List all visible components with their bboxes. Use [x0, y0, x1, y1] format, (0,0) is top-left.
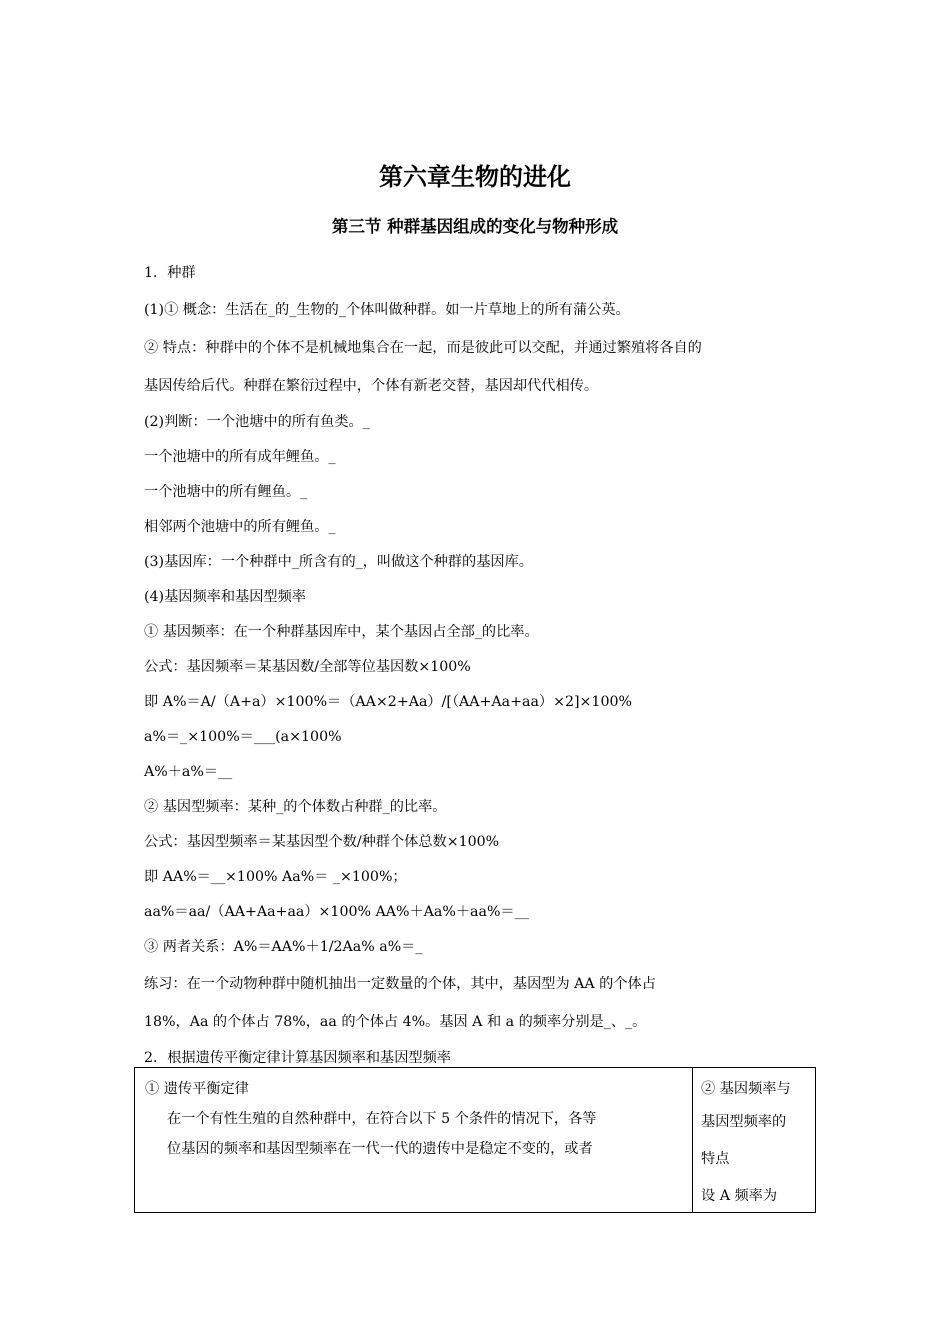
formula-line: a%＝_×100%＝___(a×100% [144, 729, 342, 745]
paragraph-line: 基因传给后代。种群在繁衍过程中，个体有新老交替，基因却代代相传。 [144, 378, 599, 394]
formula-line: 即 AA%＝__×100% Aa%＝ _×100%； [144, 869, 407, 885]
paragraph-line: (3)基因库：一个种群中_所含有的_，叫做这个种群的基因库。 [144, 554, 533, 570]
paragraph-line: 相邻两个池塘中的所有鲤鱼。_ [144, 519, 336, 535]
table-cell-line: 位基因的频率和基因型频率在一代一代的遗传中是稳定不变的，或者 [167, 1141, 593, 1157]
chapter-title: 第六章生物的进化 [379, 163, 571, 191]
table-cell-line: 基因型频率的 [701, 1114, 787, 1130]
formula-line: 公式：基因频率＝某基因数/全部等位基因数×100% [144, 659, 471, 675]
formula-line: ③ 两者关系：A%＝AA%＋1/2Aa% a%＝_ [144, 939, 423, 955]
formula-line: 公式：基因型频率＝某基因型个数/种群个体总数×100% [144, 834, 500, 850]
paragraph-line: ① 基因频率：在一个种群基因库中，某个基因占全部_的比率。 [144, 624, 539, 640]
table-cell-left [135, 1068, 693, 1212]
paragraph-line: 一个池塘中的所有成年鲤鱼。_ [144, 449, 336, 465]
paragraph-line: ② 特点：种群中的个体不是机械地集合在一起，而是彼此可以交配，并通过繁殖将各自的 [144, 340, 702, 356]
exercise-line: 18%，Aa 的个体占 78%，aa 的个体占 4%。基因 A 和 a 的频率分别是_、_。 [144, 1014, 647, 1030]
document-body [144, 256, 824, 1076]
paragraph-line: (1)① 概念：生活在_的_生物的_个体叫做种群。如一片草地上的所有蒲公英。 [144, 302, 630, 318]
table-cell-line: ① 遗传平衡定律 [145, 1081, 249, 1097]
content-table [134, 1067, 816, 1213]
section-title: 第三节 种群基因组成的变化与物种形成 [331, 217, 619, 236]
heading-hardy-weinberg: 2．根据遗传平衡定律计算基因频率和基因型频率 [144, 1050, 451, 1066]
heading-population: 1．种群 [144, 265, 196, 281]
exercise-line: 练习：在一个动物种群中随机抽出一定数量的个体，其中，基因型为 AA 的个体占 [144, 976, 656, 992]
table-cell-line: ② 基因频率与 [701, 1081, 791, 1097]
table-cell-line: 特点 [701, 1151, 730, 1167]
formula-line: A%＋a%＝__ [144, 764, 233, 780]
paragraph-line: ② 基因型频率：某种_的个体数占种群_的比率。 [144, 799, 447, 815]
table-cell-right [693, 1068, 815, 1212]
formula-line: 即 A%＝A/（A+a）×100%＝（AA×2+Aa）/[（AA+Aa+aa）×2]×100% [144, 694, 632, 710]
table-cell-line: 在一个有性生殖的自然种群中，在符合以下 5 个条件的情况下，各等 [167, 1111, 597, 1127]
paragraph-line: (4)基因频率和基因型频率 [144, 589, 306, 605]
paragraph-line: 一个池塘中的所有鲤鱼。_ [144, 484, 308, 500]
paragraph-line: (2)判断：一个池塘中的所有鱼类。_ [144, 414, 370, 430]
formula-line: aa%＝aa/（AA+Aa+aa）×100% AA%＋Aa%＋aa%＝__ [144, 904, 529, 920]
table-cell-line: 设 A 频率为 [701, 1188, 778, 1204]
